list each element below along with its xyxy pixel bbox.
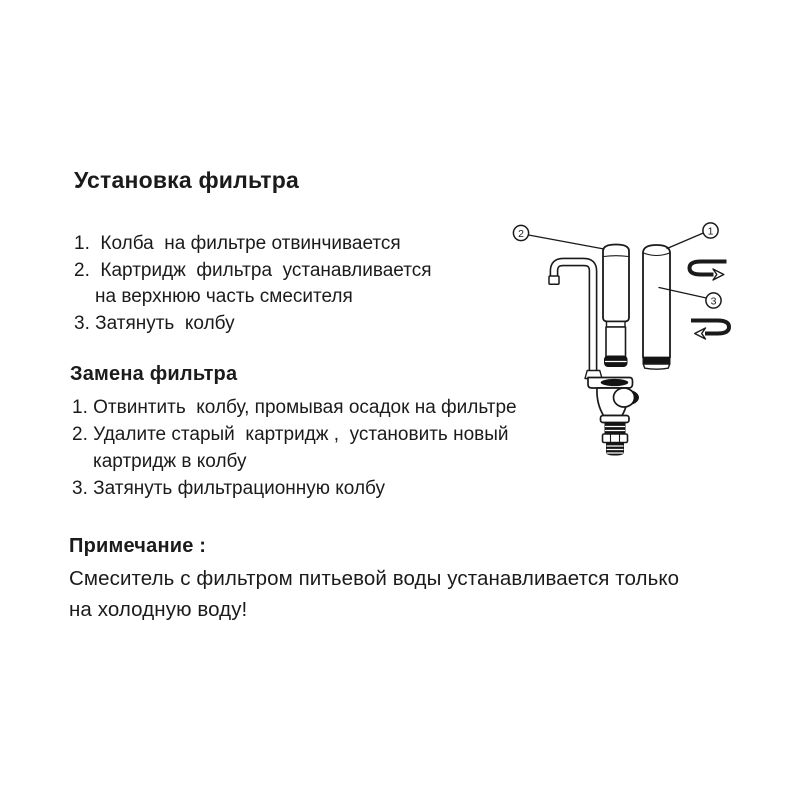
install-step-2-wrap: на верхнюю часть смесителя xyxy=(95,286,353,307)
thread-upper xyxy=(605,423,625,435)
note-text xyxy=(69,563,679,625)
replace-step-2: 2. Удалите старый картридж , установить новый xyxy=(72,424,509,445)
spout-nozzle xyxy=(549,276,559,284)
replace-step-3: 3. Затянуть фильтрационную колбу xyxy=(72,478,385,499)
install-steps xyxy=(74,231,431,337)
callout-1 xyxy=(667,223,718,249)
filter-cartridge-part xyxy=(603,245,629,367)
note-section-title: Примечание : xyxy=(69,535,207,557)
filter-housing-part xyxy=(643,245,670,369)
replace-steps xyxy=(72,394,517,502)
note-line-1: Смеситель с фильтром питьевой воды устанавливается только xyxy=(69,567,680,590)
faucet-spout xyxy=(549,262,593,379)
replace-step-2-wrap: картридж в колбу xyxy=(93,451,247,472)
callout-3-number: 3 xyxy=(710,295,717,308)
mounting-nut xyxy=(603,434,628,443)
callout-1-number: 1 xyxy=(707,225,714,238)
install-step-1: 1. Колба на фильтре отвинчивается xyxy=(74,233,401,254)
filter-faucet-diagram xyxy=(480,200,780,500)
replace-section-title: Замена фильтра xyxy=(70,363,238,385)
faucet-body xyxy=(585,371,639,456)
screw-arrow-icon xyxy=(691,321,729,340)
replace-step-1: 1. Отвинтить колбу, промывая осадок на фильтре xyxy=(72,397,517,418)
base-flange xyxy=(601,416,630,423)
callout-2 xyxy=(513,225,604,249)
unscrew-arrow-icon xyxy=(690,262,727,281)
install-step-2: 2. Картридж фильтра устанавливается xyxy=(74,259,432,281)
install-section-title: Установка фильтра xyxy=(74,167,299,193)
install-step-3: 3. Затянуть колбу xyxy=(74,312,235,334)
callout-2-number: 2 xyxy=(518,227,524,240)
collar-recess xyxy=(601,379,629,386)
note-line-2: на холодную воду! xyxy=(69,598,248,621)
